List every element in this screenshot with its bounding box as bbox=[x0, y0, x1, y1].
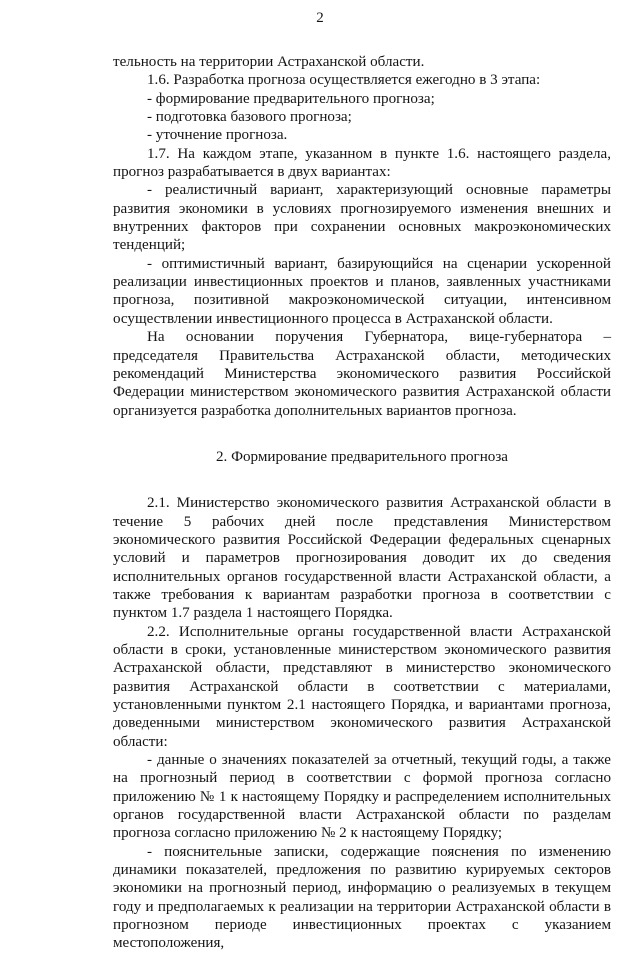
paragraph-1-6: 1.6. Разработка прогноза осуществляется ежегодно в 3 этапа: bbox=[147, 72, 541, 89]
list-item-base: - подготовка базового прогноза; bbox=[147, 109, 352, 126]
list-item-realistic: - реалистичный вариант, характеризующий основные параметры развития экономики в условиях прогнозируемого изменения внешних и внутренних факторов при сохранении основных макроэкономических тенденций; bbox=[113, 182, 611, 254]
document-body bbox=[113, 53, 611, 953]
page-number: 2 bbox=[316, 10, 324, 26]
list-item-explanatory-notes: - пояснительные записки, содержащие пояснения по изменению динамики показателей, предложения по развитию курируемых секторов экономики на прогнозный период, информацию о реализуемых в текущем году и предполагаемых к реализации на территории Астраханской области в прогнозном периоде инвестиционных проектах с указанием местоположения, bbox=[113, 843, 611, 952]
list-item-indicator-data: - данные о значениях показателей за отчетный, текущий годы, а также на прогнозный период в соответствии с формой прогноза согласно приложению № 1 к настоящему Порядку и распределением исполнительных органов государственной власти Астраханской области по разделам прогноза согласно приложению № 2 к настоящему Порядку; bbox=[113, 752, 611, 842]
list-item-optimistic: - оптимистичный вариант, базирующийся на сценарии ускоренной реализации инвестиционных проектов и планов, заявленных участниками прогноза, позитивной макроэкономической ситуации, интенсивном осуществлении инвестиционного процесса в Астраханской области. bbox=[113, 255, 611, 327]
list-item-refinement: - уточнение прогноза. bbox=[147, 127, 288, 144]
list-item-preliminary: - формирование предварительного прогноза; bbox=[147, 90, 435, 107]
paragraph-governor-instruction: На основании поручения Губернатора, вице-губернатора – председателя Правительства Астраханской области, методических рекомендаций Министерства экономического развития Российской Федерации министерством экономического развития Астраханской области организуется разработка дополнительных вариантов прогноза. bbox=[113, 329, 611, 419]
paragraph-2-1: 2.1. Министерство экономического развития Астраханской области в течение 5 рабочих дней после представления Министерством экономического развития Российской Федерации федеральных сценарных условий и параметров прогнозирования доводит их до сведения исполнительных органов государственной власти Астраханской области, а также требования к вариантам разработки прогноза в соответствии с пунктом 1.7 раздела 1 настоящего Порядка. bbox=[113, 495, 611, 622]
paragraph-1-7: 1.7. На каждом этапе, указанном в пункте 1.6. настоящего раздела, прогноз разрабатывается в двух вариантах: bbox=[113, 145, 611, 181]
section-heading: 2. Формирование предварительного прогноза bbox=[215, 448, 509, 465]
paragraph-2-2: 2.2. Исполнительные органы государственной власти Астраханской области в сроки, установленные министерством экономического развития Астраханской области, представляют в министерство экономического развития Астраханской области в соответствии с материалами, установленными пунктом 2.1 настоящего Порядка, и вариантами прогноза, доведенными министерством экономического развития Астраханской области: bbox=[113, 623, 611, 750]
paragraph-continuation: тельность на территории Астраханской области. bbox=[113, 54, 425, 70]
